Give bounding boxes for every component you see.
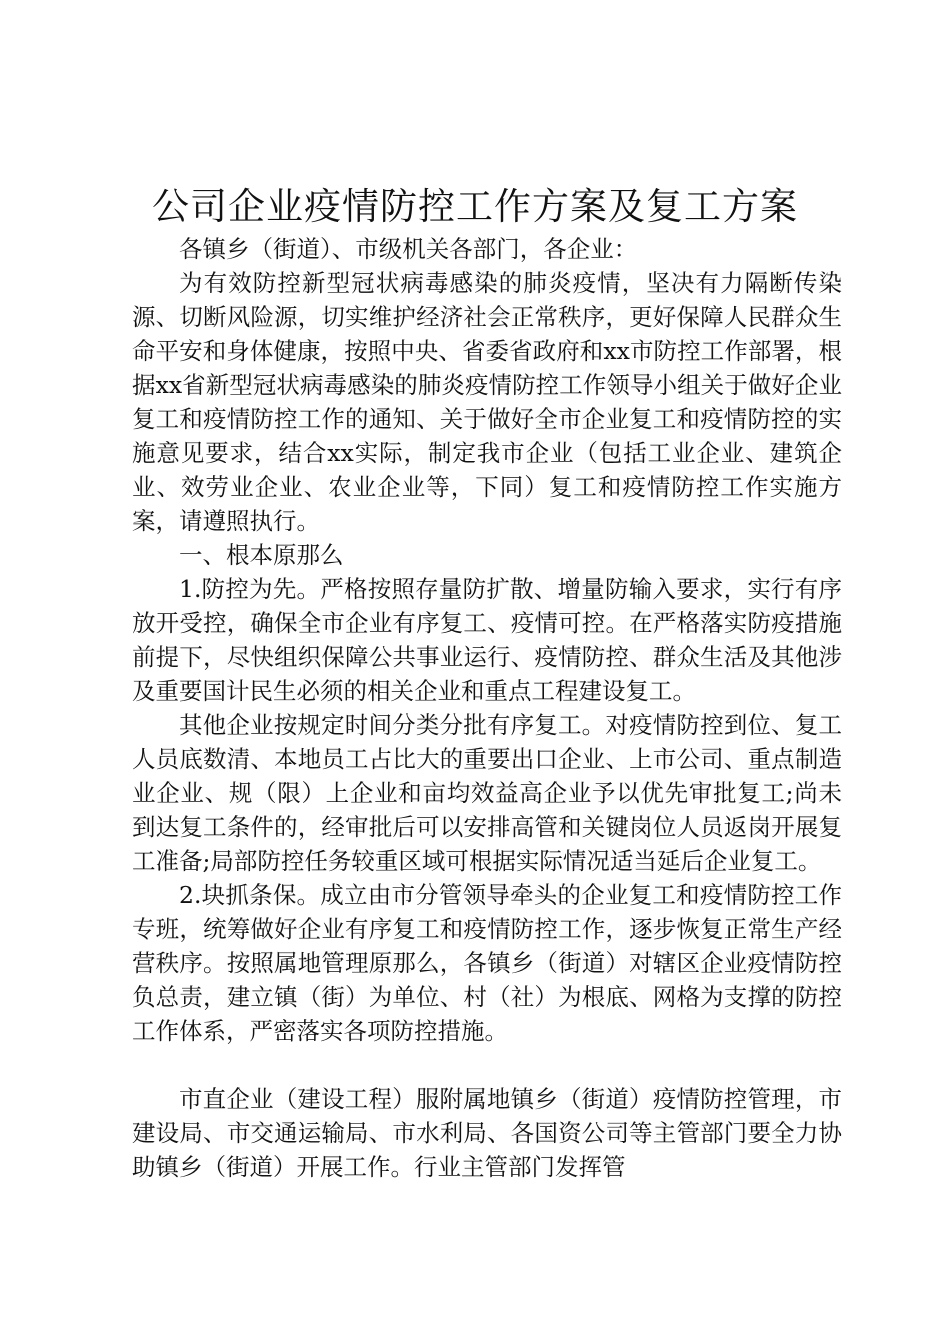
salutation-paragraph: 各镇乡（街道）、市级机关各部门，各企业：	[179, 235, 638, 263]
intro-paragraph: 为有效防控新型冠状病毒感染的肺炎疫情，坚决有力隔断传染源、切断风险源，切实维护经济社会正常秩序，更好保障人民群众生命平安和身体健康，按照中央、省委省政府和xx市防控工作部署，根据xx省新型冠状病毒感染的肺炎疫情防控工作领导小组关于做好企业复工和疫情防控工作的通知、关于做好全市企业复工和疫情防控的实施意见要求，结合xx实际，制定我市企业（包括工业企业、建筑企业、效劳业企业、农业企业等，下同）复工和疫情防控工作实施方案，请遵照执行。	[132, 269, 842, 535]
document-body	[132, 232, 842, 1184]
principle-1-paragraph: 1.防控为先。严格按照存量防扩散、增量防输入要求，实行有序放开受控，确保全市企业有序复工、疫情可控。在严格落实防疫措施前提下，尽快组织保障公共事业运行、疫情防控、群众生活及其他涉及重要国计民生必须的相关企业和重点工程建设复工。	[132, 575, 842, 705]
section-heading: 一、根本原那么	[179, 541, 344, 569]
principle-2-paragraph: 2.块抓条保。成立由市分管领导牵头的企业复工和疫情防控工作专班，统筹做好企业有序复工和疫情防控工作，逐步恢复正常生产经营秩序。按照属地管理原那么，各镇乡（街道）对辖区企业疫情防控负总责，建立镇（街）为单位、村（社）为根底、网格为支撑的防控工作体系，严密落实各项防控措施。	[132, 881, 842, 1045]
document-title: 公司企业疫情防控工作方案及复工方案	[152, 185, 798, 228]
principle-1-continued-paragraph: 其他企业按规定时间分类分批有序复工。对疫情防控到位、复工人员底数清、本地员工占比大的重要出口企业、上市公司、重点制造业企业、规（限）上企业和亩均效益高企业予以优先审批复工;尚未到达复工条件的，经审批后可以安排高管和关键岗位人员返岗开展复工准备;局部防控任务较重区域可根据实际情况适当延后企业复工。	[132, 711, 842, 875]
municipal-enterprises-paragraph: 市直企业（建设工程）服附属地镇乡（街道）疫情防控管理，市建设局、市交通运输局、市水利局、各国资公司等主管部门要全力协助镇乡（街道）开展工作。行业主管部门发挥管	[132, 1085, 842, 1181]
